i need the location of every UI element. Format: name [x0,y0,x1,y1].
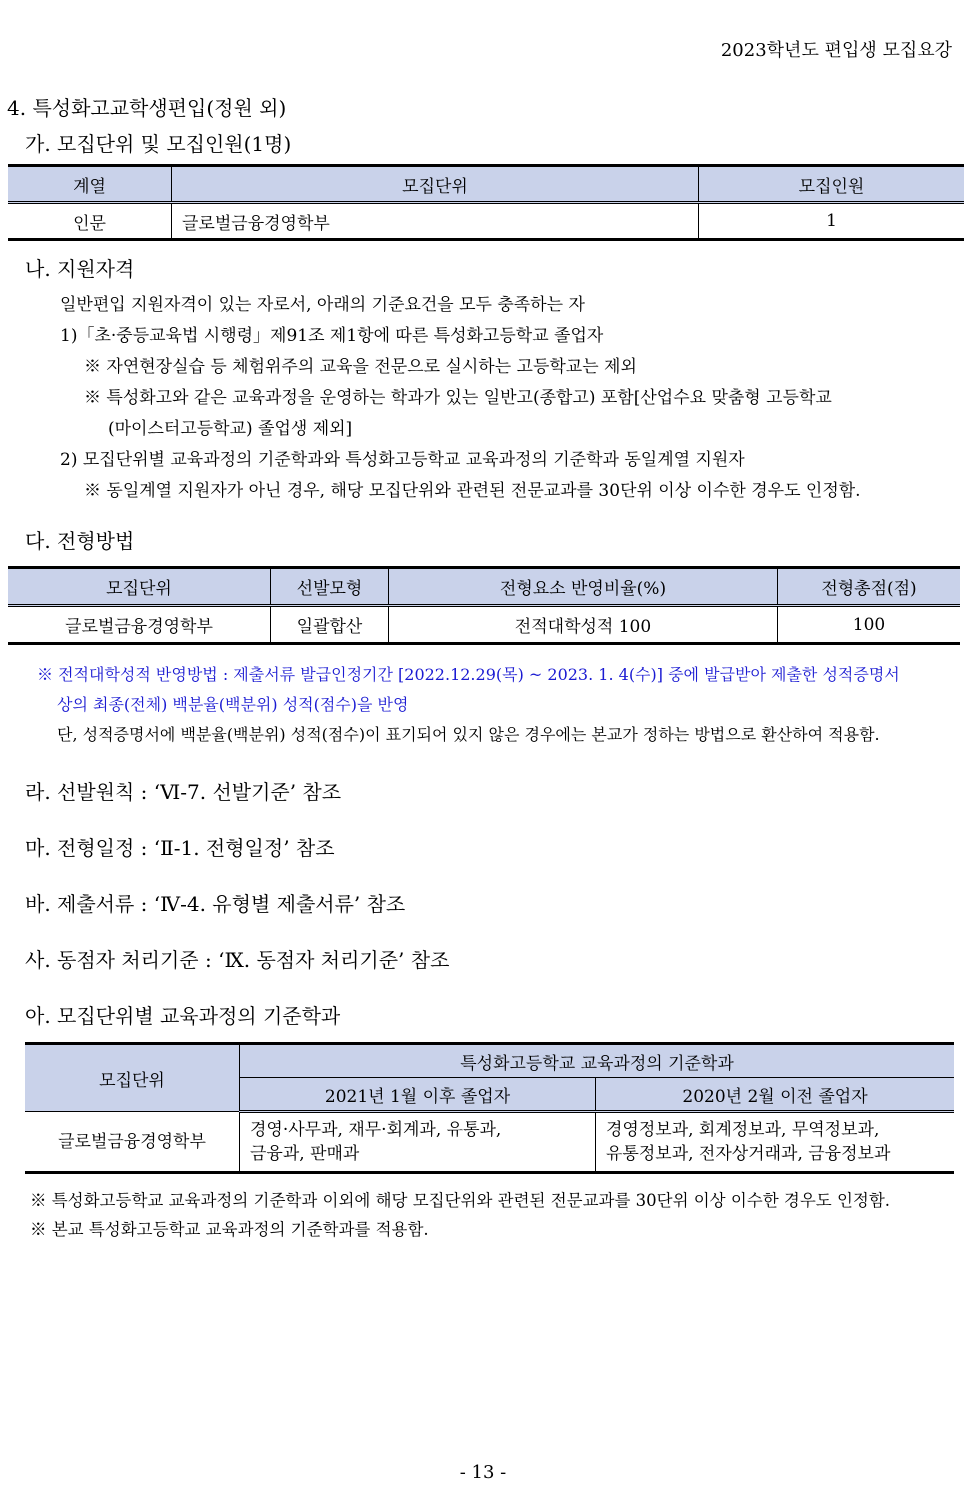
eligibility-line: ※ 특성화고와 같은 교육과정을 운영하는 학과가 있는 일반고(종합고) 포함[산업수요 맞춤형 고등학교 [84,388,832,408]
department-list-line: 경영정보과, 회계정보과, 무역정보과, [606,1120,880,1140]
table-cell [240,1112,596,1173]
table-cell: 글로벌금융경영학부 [8,606,271,644]
table-header-cell: 모집단위 [25,1044,240,1112]
table-header-cell: 계열 [8,166,172,203]
department-list-line: 금융과, 판매과 [250,1144,360,1164]
department-list-line: 유통정보과, 전자상거래과, 금융정보과 [606,1144,891,1164]
table-cell: 1 [699,203,965,240]
document-header: 2023학년도 편입생 모집요강 [720,40,952,61]
eligibility-line: ※ 동일계열 지원자가 아닌 경우, 해당 모집단위와 관련된 전문교과를 30단위 이상 이수한 경우도 인정함. [84,481,861,501]
table-header-cell: 모집단위 [172,166,699,203]
grade-method-note: ※ 전적대학성적 반영방법 : 제출서류 발급인정기간 [2022.12.29(목) ~ 2023. 1. 4(수)] 중에 발급받아 제출한 성적증명서 [37,665,900,684]
subsection-ga-title: 가. 모집단위 및 모집인원(1명) [25,132,292,156]
table-header-cell: 전형요소 반영비율(%) [389,568,778,606]
eligibility-line: 1)「초·중등교육법 시행령」제91조 제1항에 따른 특성화고등학교 졸업자 [60,326,604,346]
table-row [25,1112,954,1173]
subsection-da-title: 다. 전형방법 [25,529,135,553]
grade-method-note: 상의 최종(전체) 백분율(백분위) 성적(점수)을 반영 [57,695,409,714]
section-title: 4. 특성화고교학생편입(정원 외) [7,96,287,120]
subsection-sa: 사. 동점자 처리기준 : ‘Ⅸ. 동점자 처리기준’ 참조 [25,948,450,972]
table-cell: 글로벌금융경영학부 [25,1112,240,1173]
subsection-ra: 라. 선발원칙 : ‘Ⅵ-7. 선발기준’ 참조 [25,780,342,804]
standard-department-table [25,1042,954,1174]
table-cell [596,1112,955,1173]
table-row [8,203,964,240]
eligibility-line: (마이스터고등학교) 졸업생 제외] [108,419,353,439]
table-cell: 일괄합산 [271,606,389,644]
table-cell: 글로벌금융경영학부 [172,203,699,240]
table-header-row [8,166,964,203]
table-row [8,606,960,644]
eligibility-line: 일반편입 지원자격이 있는 자로서, 아래의 기준요건을 모두 충족하는 자 [60,295,585,315]
page-number: - 13 - [459,1462,507,1483]
table-header-row [8,568,960,606]
table-header-row [25,1044,954,1078]
table-header-cell: 전형총점(점) [778,568,961,606]
table-header-cell: 2020년 2월 이전 졸업자 [596,1078,955,1112]
subsection-ma: 마. 전형일정 : ‘Ⅱ-1. 전형일정’ 참조 [25,836,335,860]
table-header-cell: 2021년 1월 이후 졸업자 [240,1078,596,1112]
table-cell: 전적대학성적 100 [389,606,778,644]
subsection-a-title: 아. 모집단위별 교육과정의 기준학과 [25,1004,341,1028]
grade-method-note: 단, 성적증명서에 백분율(백분위) 성적(점수)이 표기되어 있지 않은 경우에는 본교가 정하는 방법으로 환산하여 적용함. [57,725,880,744]
subsection-ba: 바. 제출서류 : ‘Ⅳ-4. 유형별 제출서류’ 참조 [25,892,406,916]
table-header-cell: 모집단위 [8,568,271,606]
table-header-cell: 특성화고등학교 교육과정의 기준학과 [240,1044,955,1078]
recruitment-quota-table [8,164,964,241]
table-header-cell: 선발모형 [271,568,389,606]
department-list-line: 경영·사무과, 재무·회계과, 유통과, [250,1120,502,1140]
table-cell: 100 [778,606,961,644]
eligibility-line: 2) 모집단위별 교육과정의 기준학과와 특성화고등학교 교육과정의 기준학과 동일계열 지원자 [60,450,745,470]
footnote: ※ 특성화고등학교 교육과정의 기준학과 이외에 해당 모집단위와 관련된 전문교과를 30단위 이상 이수한 경우도 인정함. [30,1191,891,1210]
selection-method-table [8,566,960,645]
subsection-na-title: 나. 지원자격 [25,257,135,281]
eligibility-line: ※ 자연현장실습 등 체험위주의 교육을 전문으로 실시하는 고등학교는 제외 [84,357,637,377]
table-cell: 인문 [8,203,172,240]
table-header-cell: 모집인원 [699,166,965,203]
footnote: ※ 본교 특성화고등학교 교육과정의 기준학과를 적용함. [30,1220,429,1239]
